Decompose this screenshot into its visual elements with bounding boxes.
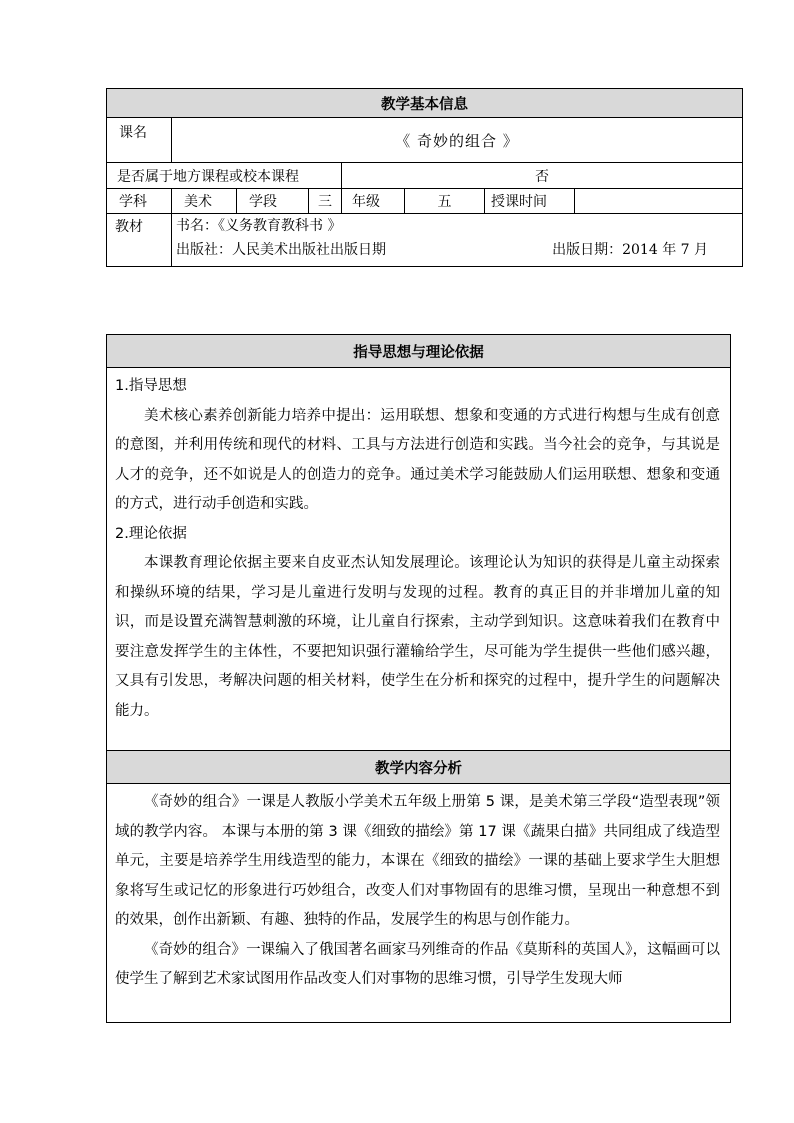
guidance-p1-title: 1.指导思想 (115, 378, 187, 394)
publisher-row (176, 238, 736, 262)
guidance-p2-title: 2.理论依据 (115, 525, 187, 542)
book-name: 书名：《义务教育教科书 》 (176, 218, 342, 234)
course-name: 《 奇妙的组合 》 (172, 118, 743, 163)
local-course-value: 否 (342, 163, 743, 189)
stage-value: 三 (309, 189, 342, 214)
grade-label: 年级 (342, 189, 405, 214)
content-analysis-p1: 《奇妙的组合》一课是人教版小学美术五年级上册第 5 课，是美术第三学段“造型表现”领域的教学内容。 本课与本册的第 3 课《细致的描绘》第 17 课《蔬果白描》共同组成了线造型单元，主要是培养学生用线造型的能力，本课在《细致的描绘》一课的基础上要求学生大胆想象将写生或记忆的形象进行巧妙组合，改变人们对事物固有的思维习惯，呈现出一种意想不到的效果，创作出新颖、有趣、独特的作品，发展学生的构思与创作能力。 (115, 794, 720, 928)
stage-label: 学段 (237, 189, 309, 214)
content-analysis-header: 教学内容分析 (107, 751, 731, 784)
subject-value: 美术 (172, 189, 237, 214)
guidance-table (106, 334, 731, 1023)
textbook-label: 教材 (107, 214, 172, 267)
guidance-body (107, 368, 731, 751)
pub-date: 出版日期：2014 年 7 月 (552, 242, 708, 258)
basic-info-header: 教学基本信息 (107, 89, 743, 118)
time-value (575, 189, 743, 214)
guidance-p2-body: 本课教育理论依据主要来自皮亚杰认知发展理论。该理论认为知识的获得是儿童主动探索和操纵环境的结果，学习是儿童进行发明与发现的过程。教育的真正目的并非增加儿童的知识，而是设置充满智慧刺激的环境，让儿童自行探索，主动学到知识。这意味着我们在教育中要注意发挥学生的主体性，不要把知识强行灌输给学生，尽可能为学生提供一些他们感兴趣，又具有引发思，考解决问题的相关材料，使学生在分析和探究的过程中，提升学生的问题解决能力。 (115, 555, 720, 719)
course-label: 课名 (107, 118, 172, 163)
content-analysis-body (107, 784, 731, 1023)
textbook-info (172, 214, 743, 267)
publisher: 出版社：人民美术出版社出版日期 (176, 242, 386, 258)
basic-info-table (106, 88, 743, 267)
time-label: 授课时间 (485, 189, 575, 214)
grade-value: 五 (405, 189, 485, 214)
guidance-p1-body: 美术核心素养创新能力培养中提出：运用联想、想象和变通的方式进行构想与生成有创意的意图，并利用传统和现代的材料、工具与方法进行创造和实践。当今社会的竞争，与其说是人才的竞争，还不如说是人的创造力的竞争。通过美术学习能鼓励人们运用联想、想象和变通的方式，进行动手创造和实践。 (115, 407, 720, 512)
subject-label: 学科 (107, 189, 172, 214)
content-analysis-p2: 《奇妙的组合》一课编入了俄国著名画家马列维奇的作品《莫斯科的英国人》，这幅画可以使学生了解到艺术家试图用作品改变人们对事物的思维习惯，引导学生发现大师 (115, 941, 720, 987)
guidance-header: 指导思想与理论依据 (107, 335, 731, 368)
local-course-label: 是否属于地方课程或校本课程 (107, 163, 342, 189)
